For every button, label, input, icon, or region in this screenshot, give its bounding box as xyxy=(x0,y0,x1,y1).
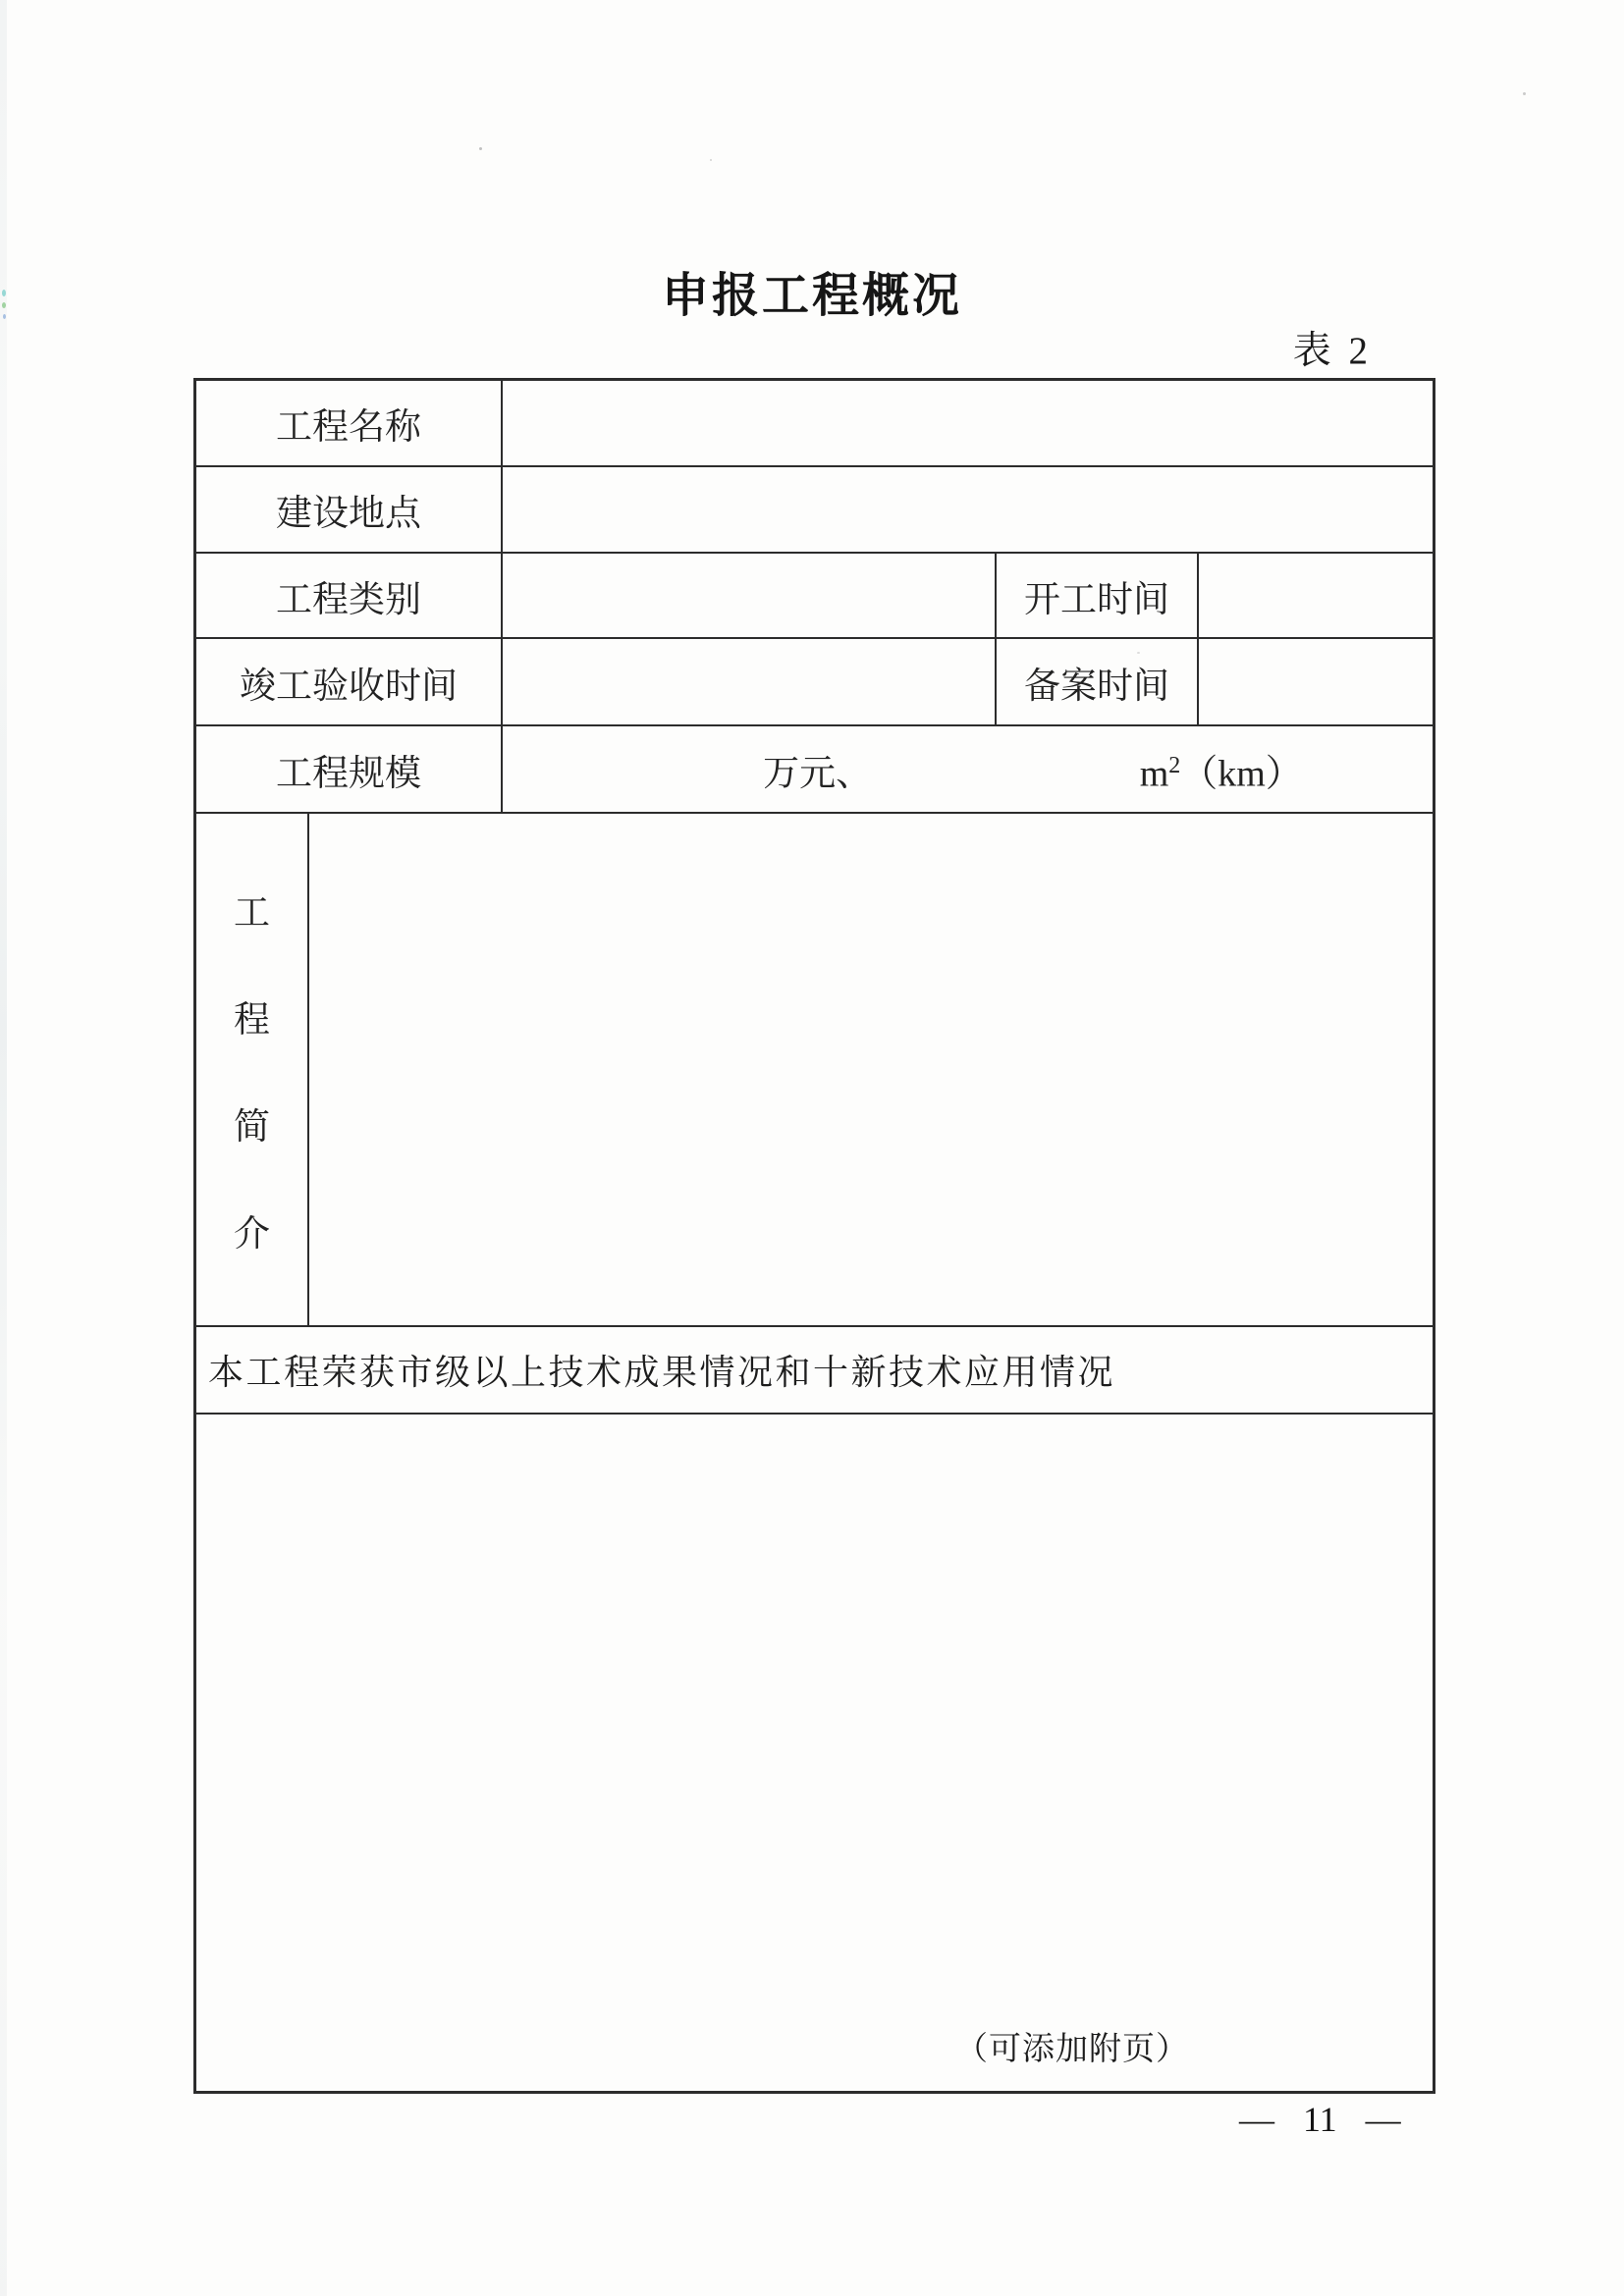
scale-value-cell xyxy=(501,726,1433,812)
scan-speck xyxy=(479,147,482,150)
scale-unit-area-sup: 2 xyxy=(1168,752,1181,778)
project-intro-label xyxy=(196,814,307,1325)
table-number-label: 表 2 xyxy=(1292,330,1372,372)
row-location xyxy=(196,465,1433,552)
scan-speck xyxy=(1523,92,1526,95)
tech-achievements-value-cell xyxy=(196,1415,1433,2091)
row-tech-header xyxy=(196,1325,1433,1413)
row-project-intro xyxy=(196,812,1433,1325)
scale-unit-money: 万元、 xyxy=(763,753,873,794)
page-title: 申报工程概况 xyxy=(661,270,962,322)
completion-acceptance-label: 竣工验收时间 xyxy=(240,666,458,707)
row-scale xyxy=(196,724,1433,812)
scale-unit-area xyxy=(1140,742,1303,796)
row-completion-filing xyxy=(196,637,1433,724)
filing-time-value-cell xyxy=(1197,639,1433,724)
completion-acceptance-value-cell xyxy=(501,639,995,724)
start-time-label: 开工时间 xyxy=(995,554,1197,637)
project-name-label: 工程名称 xyxy=(276,407,421,448)
row-tech-content xyxy=(196,1413,1433,2091)
project-intro-label-char: 程 xyxy=(234,1000,270,1041)
category-label: 工程类别 xyxy=(276,579,421,620)
row-project-name xyxy=(196,381,1433,465)
category-value-cell xyxy=(501,554,995,637)
page-number: — 11 — xyxy=(1239,2100,1401,2139)
location-label: 建设地点 xyxy=(276,494,421,534)
row-category-start xyxy=(196,552,1433,637)
filing-time-label: 备案时间 xyxy=(995,639,1197,724)
project-intro-label-char: 介 xyxy=(234,1214,270,1255)
scan-edge-artifact xyxy=(0,0,7,2296)
start-time-value-cell xyxy=(1197,554,1433,637)
location-value-cell xyxy=(501,467,1433,552)
scale-label: 工程规模 xyxy=(276,753,421,794)
project-overview-table xyxy=(193,378,1435,2094)
tech-achievements-header: 本工程荣获市级以上技术成果情况和十新技术应用情况 xyxy=(208,1353,1116,1392)
project-intro-label-char: 工 xyxy=(234,893,270,934)
scan-speck xyxy=(710,159,712,161)
attach-pages-note: （可添加附页） xyxy=(955,2032,1189,2067)
scale-unit-area-paren: （km） xyxy=(1180,753,1303,794)
project-name-value-cell xyxy=(501,381,1433,465)
project-intro-value-cell xyxy=(307,814,1433,1325)
scale-unit-area-base: m xyxy=(1139,753,1169,794)
project-intro-label-char: 简 xyxy=(234,1107,270,1148)
